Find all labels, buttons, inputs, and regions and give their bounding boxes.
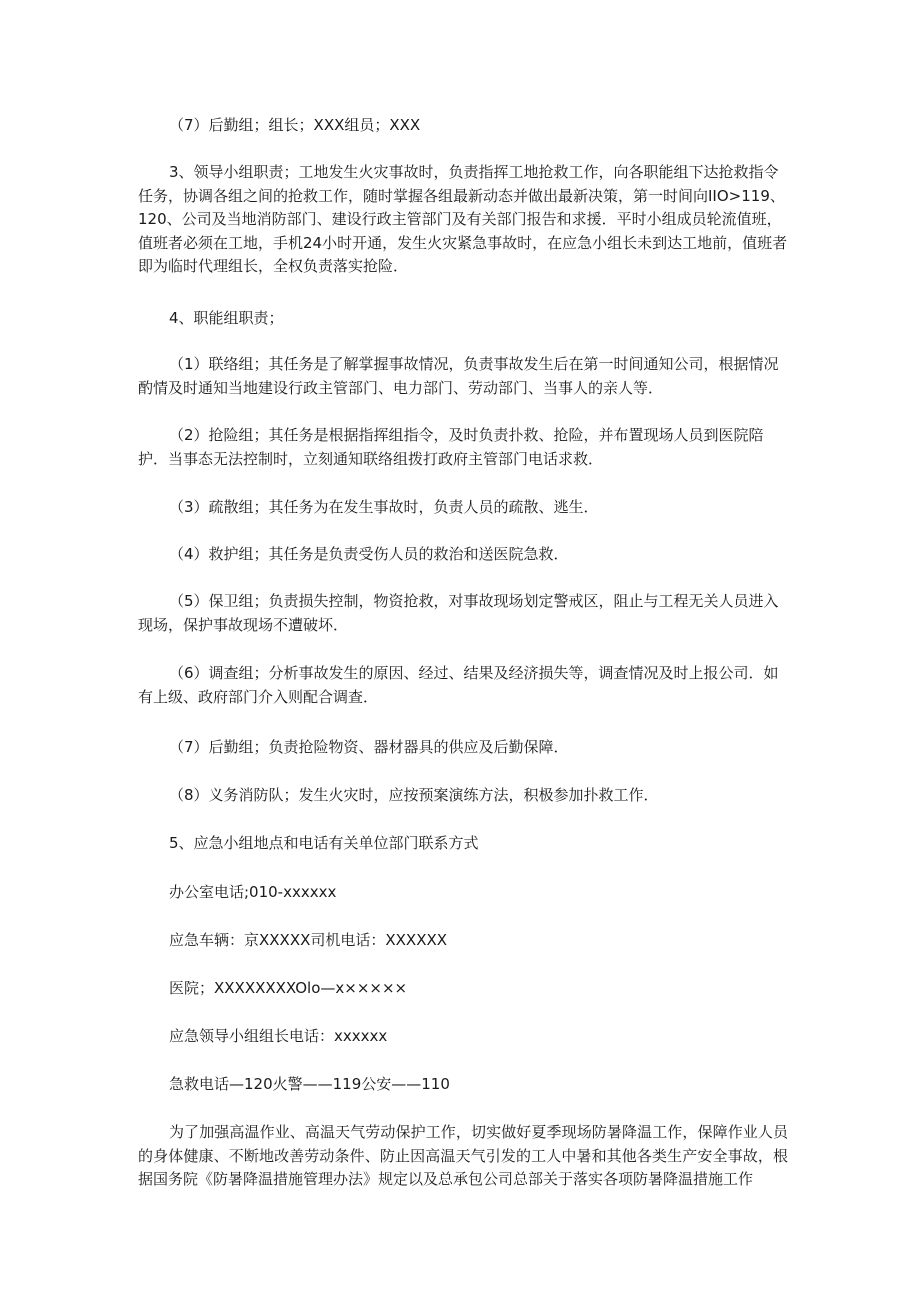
paragraph-contacts-heading: 5、应急小组地点和电话有关单位部门联系方式 [169, 834, 479, 852]
contact-emergency-vehicle: 应急车辆：京XXXXX司机电话：XXXXXX [169, 931, 448, 949]
contact-emergency-numbers: 急救电话—120火警——119公安——110 [169, 1075, 450, 1093]
paragraph-logistics-group: （7）后勤组；组长；XXX组员；XXX [169, 116, 421, 134]
contact-group-leader: 应急领导小组组长电话：xxxxxx [169, 1027, 388, 1045]
paragraph-security-group: （5）保卫组；负责损失控制，物资抢救，对事故现场划定警戒区，阻止与工程无关人员进入现场，保护事故现场不遭破坏． [138, 592, 779, 634]
paragraph-rescue-group: （2）抢险组；其任务是根据指挥组指令，及时负责扑救、抢险，并布置现场人员到医院陪护．当事态无法控制时，立刻通知联络组拨打政府主管部门电话求救． [138, 426, 764, 468]
paragraph-liaison-group: （1）联络组；其任务是了解掌握事故情况，负责事故发生后在第一时间通知公司，根据情况酌情及时通知当地建设行政主管部门、电力部门、劳动部门、当事人的亲人等． [138, 355, 779, 397]
contact-hospital: 医院；XXXXXXXXOlo—x××××× [169, 979, 408, 997]
contact-office-phone: 办公室电话;010-xxxxxx [169, 883, 337, 901]
paragraph-functional-duties-heading: 4、职能组职责； [169, 309, 284, 327]
paragraph-heat-protection: 为了加强高温作业、高温天气劳动保护工作，切实做好夏季现场防暑降温工作，保障作业人员的身体健康、不断地改善劳动条件、防止因高温天气引发的工人中暑和其他各类生产安全事故，根据国务院《防暑降温措施管理办法》规定以及总承包公司总部关于落实各项防暑降温措施工作 [138, 1123, 788, 1188]
paragraph-fire-brigade: （8）义务消防队；发生火灾时，应按预案演练方法，积极参加扑救工作． [169, 786, 659, 804]
paragraph-leadership-duties: 3、领导小组职责；工地发生火灾事故时，负责指挥工地抢救工作，向各职能组下达抢救指令任务，协调各组之间的抢救工作，随时掌握各组最新动态并做出最新决策，第一时间向IIO>119、120、公司及当地消防部门、建设行政主管部门及有关部门报告和求援．平时小组成员轮流值班，值班者必须在工地，手机24小时开通，发生火灾紧急事故时，在应急小组长未到达工地前，值班者即为临时代理组长，全权负责落实抢险． [138, 163, 788, 275]
paragraph-evacuation-group: （3）疏散组；其任务为在发生事故时，负责人员的疏散、逃生． [169, 498, 599, 516]
paragraph-medical-group: （4）救护组；其任务是负责受伤人员的救治和送医院急救． [169, 545, 569, 563]
paragraph-logistics-duties: （7）后勤组；负责抢险物资、器材器具的供应及后勤保障． [169, 738, 569, 756]
paragraph-investigation-group: （6）调查组；分析事故发生的原因、经过、结果及经济损失等，调查情况及时上报公司．如有上级、政府部门介入则配合调查． [138, 664, 779, 706]
